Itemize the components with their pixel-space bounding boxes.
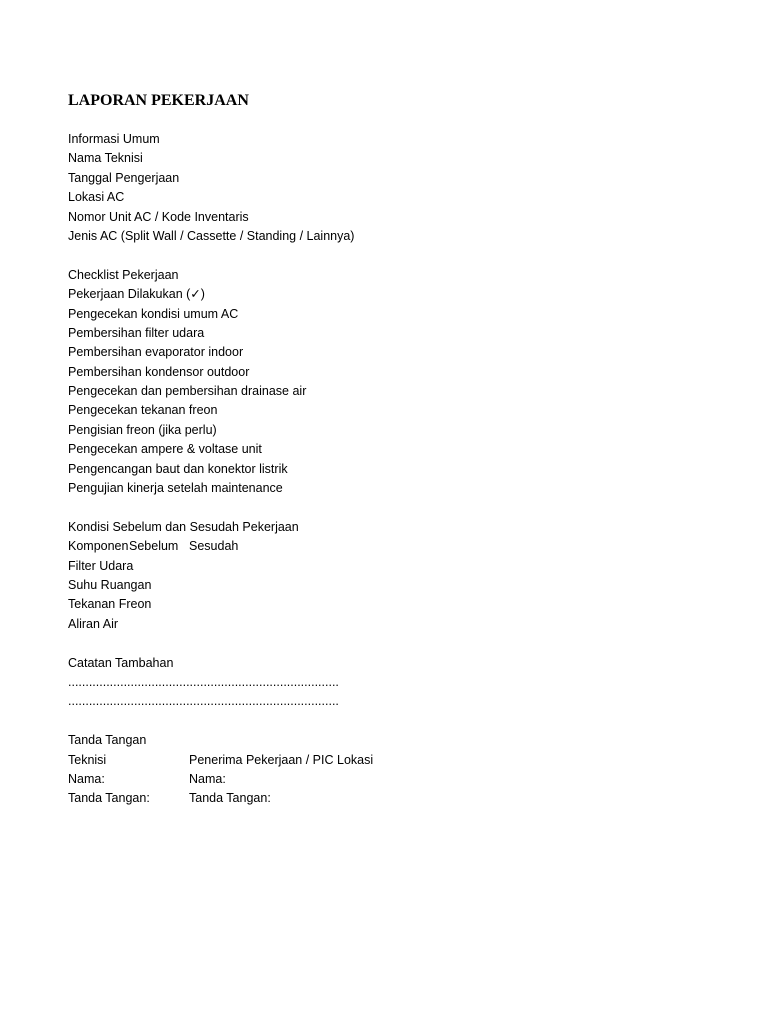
- checklist-item: Pengecekan tekanan freon: [68, 403, 218, 418]
- notes-section: [68, 654, 688, 712]
- spacer: [68, 246, 688, 265]
- checklist-item: Pengecekan dan pembersihan drainase air: [68, 384, 307, 399]
- notes-heading: Catatan Tambahan: [68, 655, 174, 670]
- condition-heading: Kondisi Sebelum dan Sesudah Pekerjaan: [68, 519, 299, 534]
- info-item-ac-type: Jenis AC (Split Wall / Cassette / Standing / Lainnya): [68, 228, 355, 243]
- general-info-heading: Informasi Umum: [68, 132, 160, 146]
- info-item-technician-name: Nama Teknisi: [68, 151, 143, 166]
- checklist-item: Pengecekan kondisi umum AC: [68, 306, 239, 321]
- checklist-item: Pembersihan kondensor outdoor: [68, 364, 250, 379]
- spacer: [68, 498, 688, 517]
- document-title: LAPORAN PEKERJAAN: [68, 92, 249, 109]
- checklist-subheading: Pekerjaan Dilakukan (✓): [68, 287, 205, 302]
- general-info-section: [68, 130, 688, 246]
- column-header-component: Komponen: [68, 539, 129, 554]
- condition-row: Suhu Ruangan: [68, 577, 152, 592]
- notes-dotted-line: ..............................................................................: [68, 694, 339, 709]
- condition-row: Tekanan Freon: [68, 597, 152, 612]
- info-item-unit-number: Nomor Unit AC / Kode Inventaris: [68, 209, 249, 224]
- checklist-item: Pembersihan evaporator indoor: [68, 345, 244, 360]
- info-item-date: Tanggal Pengerjaan: [68, 170, 180, 185]
- checklist-item: Pengujian kinerja setelah maintenance: [68, 481, 283, 496]
- checklist-item: Pengecekan ampere & voltase unit: [68, 442, 262, 457]
- info-item-location: Lokasi AC: [68, 190, 125, 205]
- column-header-before: Sebelum: [129, 539, 179, 554]
- signature-role-row: [68, 751, 688, 770]
- notes-dotted-line: ..............................................................................: [68, 674, 339, 689]
- technician-label: Teknisi: [68, 752, 107, 767]
- column-header-after: Sesudah: [189, 539, 239, 554]
- technician-name-label: Nama:: [68, 771, 105, 786]
- condition-table-header: [68, 537, 688, 556]
- document-page: [68, 90, 688, 809]
- signature-sign-row: [68, 789, 688, 808]
- spacer: [68, 712, 688, 731]
- signature-section: [68, 731, 688, 809]
- recipient-label: Penerima Pekerjaan / PIC Lokasi: [189, 752, 374, 767]
- recipient-name-label: Nama:: [189, 771, 226, 786]
- checklist-item: Pembersihan filter udara: [68, 325, 205, 340]
- condition-row: Filter Udara: [68, 558, 134, 573]
- condition-row: Aliran Air: [68, 616, 119, 631]
- signature-heading: Tanda Tangan: [68, 733, 147, 748]
- signature-name-row: [68, 770, 688, 789]
- checklist-item: Pengencangan baut dan konektor listrik: [68, 461, 288, 476]
- recipient-signature-label: Tanda Tangan:: [189, 791, 271, 806]
- spacer: [68, 634, 688, 653]
- checklist-heading: Checklist Pekerjaan: [68, 267, 179, 282]
- checklist-section: [68, 266, 688, 499]
- checklist-item: Pengisian freon (jika perlu): [68, 422, 217, 437]
- technician-signature-label: Tanda Tangan:: [68, 791, 150, 806]
- condition-section: [68, 518, 688, 634]
